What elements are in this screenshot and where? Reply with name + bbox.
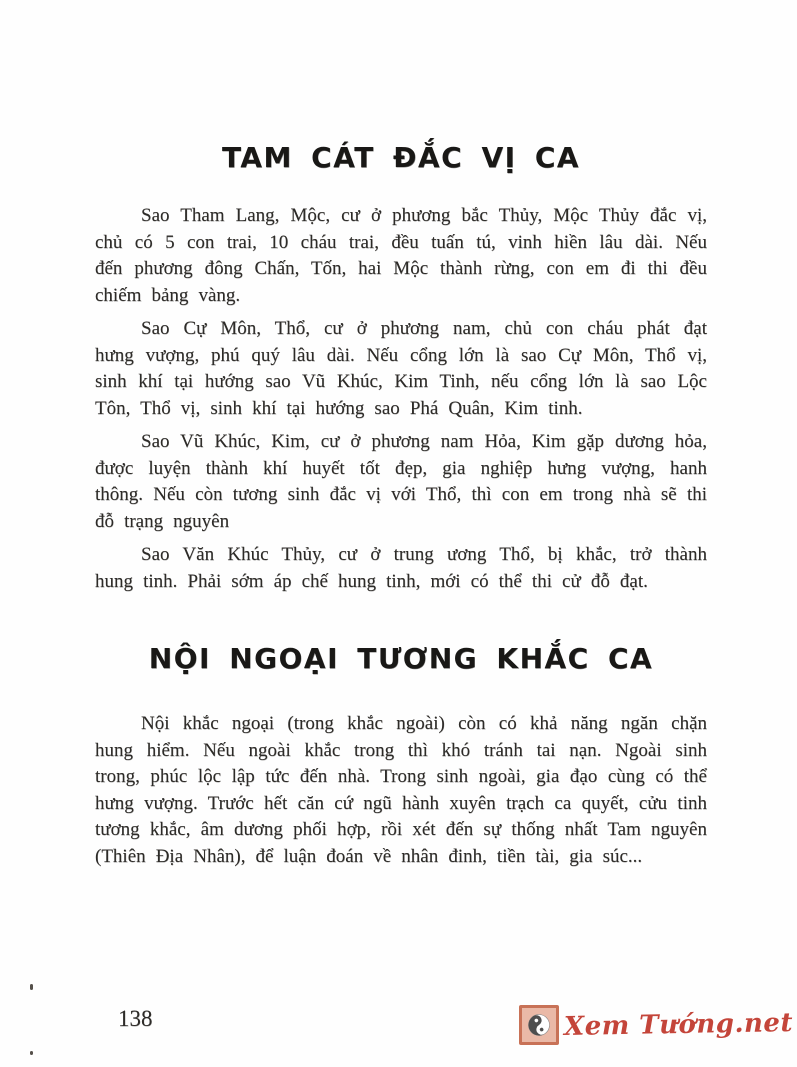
paragraph-cu-mon: Sao Cự Môn, Thổ, cư ở phương nam, chủ con cháu phát đạt hưng vượng, phú quý lâu dài. Nếu cổng lớn là sao Cự Môn, Thổ vị, sinh khí tại hướng sao Vũ Khúc, Kim Tinh, nếu cổng lớn là sao Lộc Tôn, Thổ vị, sinh khí tại hướng sao Phá Quân, Kim tinh. (95, 318, 707, 419)
paragraph-vu-khuc: Sao Vũ Khúc, Kim, cư ở phương nam Hỏa, Kim gặp dương hỏa, được luyện thành khí huyết tốt đẹp, gia nghiệp hưng vượng, hanh thông. Nếu còn tương sinh đắc vị với Thổ, thì con em trong nhà sẽ thi đỗ trạng nguyên (95, 431, 707, 532)
section-title-tam-cat-dac-vi-ca: TAM CÁT ĐẮC VỊ CA (221, 141, 581, 174)
section-title-noi-ngoai-tuong-khac-ca: NỘI NGOẠI TƯƠNG KHẮC CA (148, 642, 654, 675)
paragraph-tham-lang: Sao Tham Lang, Mộc, cư ở phương bắc Thủy, Mộc Thủy đắc vị, chủ có 5 con trai, 10 cháu trai, đều tuấn tú, vinh hiền lâu dài. Nếu đến phương đông Chấn, Tốn, hai Mộc thành rừng, con em đi thi đều chiếm bảng vàng. (95, 205, 707, 306)
yin-yang-icon (519, 1005, 559, 1045)
text-column (95, 0, 707, 877)
paragraph-van-khuc: Sao Văn Khúc Thủy, cư ở trung ương Thổ, bị khắc, trở thành hung tinh. Phải sớm áp chế hung tinh, mới có thể thi cử đỗ đạt. (95, 544, 707, 592)
scan-speck (30, 984, 33, 990)
page-number: 138 (118, 1006, 153, 1031)
scan-speck (30, 1051, 33, 1055)
watermark (519, 1005, 793, 1045)
paragraph-noi-ngoai: Nội khắc ngoại (trong khắc ngoài) còn có khả năng ngăn chặn hung hiểm. Nếu ngoài khắc trong thì khó tránh tai nạn. Ngoài sinh trong, phúc lộc lập tức đến nhà. Trong sinh ngoài, gia đạo cùng có thể hưng vượng. Trước hết căn cứ ngũ hành xuyên trạch ca quyết, cửu tinh tương khắc, âm dương phối hợp, rồi xét đến sự thống nhất Tam nguyên (Thiên Địa Nhân), để luận đoán về nhân đinh, tiền tài, gia súc... (95, 713, 707, 867)
watermark-text: Xem Tướng.net (563, 1008, 794, 1042)
